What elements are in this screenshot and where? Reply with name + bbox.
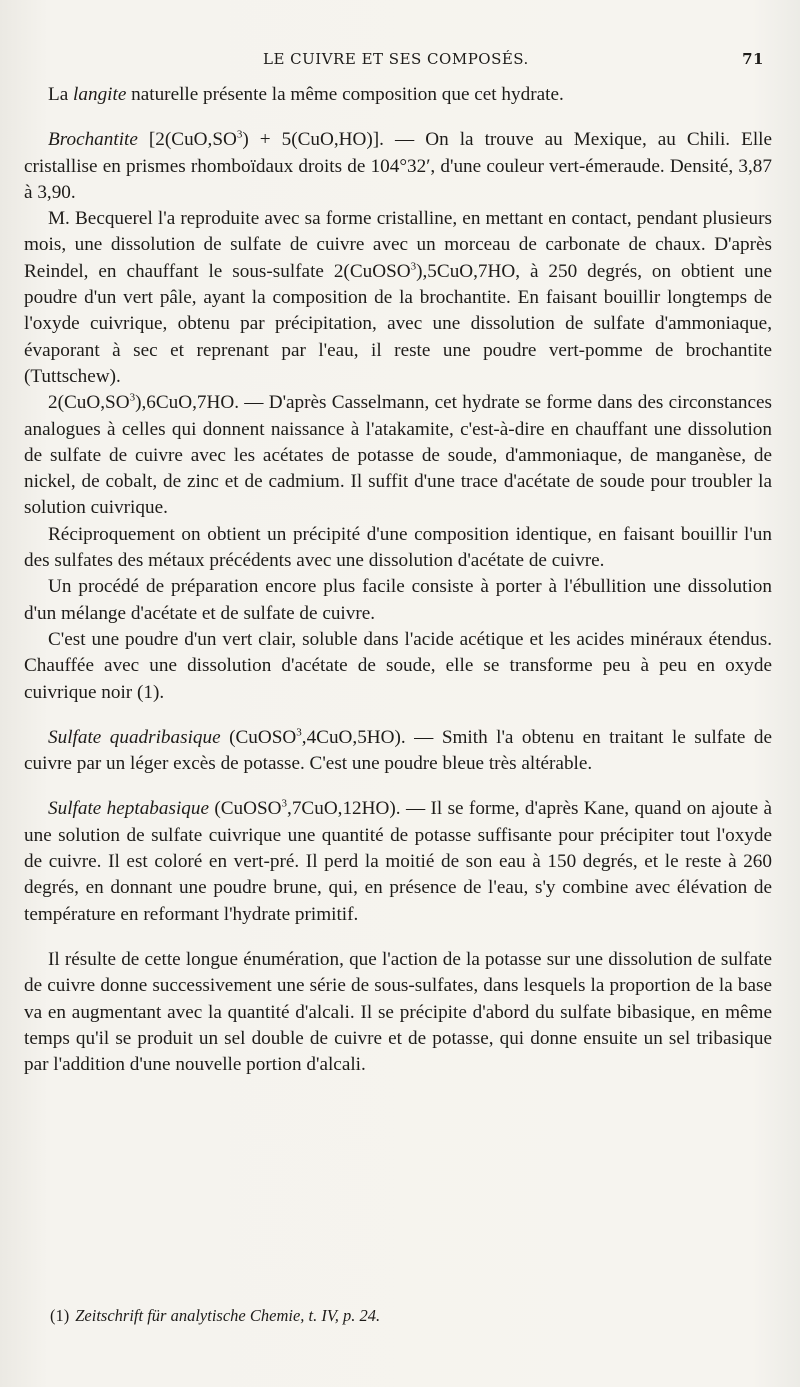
paragraph-brochantite [24,127,772,206]
running-title: LE CUIVRE ET SES COMPOSÉS. [263,50,529,68]
term-langite: langite [73,84,127,105]
term-heptabasique: Sulfate heptabasique [48,798,209,820]
paragraph-poudre-vert-clair: C'est une poudre d'un vert clair, soluble dans l'acide acétique et les acides minéraux étendus. Chauffée avec une dissolution d'acétate de soude, elle se transforme peu à peu en oxyde cuivrique noir (1). [24,628,772,703]
body-text [24,82,772,1078]
page-number: 71 [742,50,764,68]
heptabasique-text: — Il se forme, d'après Kane, quand on ajoute à une solution de sulfate cuivrique une quantité de potasse suffisante pour précipiter tout l'oxyde de cuivre. Il est coloré en vert-pré. Il perd la moitié de son eau à 150 degrés, et le reste à 260 degrés, en donnant une poudre brune, qui, en présence de l'eau, s'y combine avec élévation de température en reformant l'hydrate primitif. [24,798,773,925]
formula-brochantite: $[2(CuO,SO^3) + 5(CuO,HO)]$. [148,128,384,151]
paragraph-casselmann: $2(CuO,SO^3),6CuO,7HO$. — D'après Casselmann, cet hydrate se forme dans des circonstances analogues à celles qui donnent naissance à l'atakamite, c'est-à-dire en chauffant une dissolution de sulfate de cuivre avec les acétates de potasse de soude, d'ammoniaque, de manganèse, de nickel, de cobalt, de zinc et de cadmium. Il suffit d'une trace d'acétate de soude pour troubler la solution cuivrique. [24,391,772,519]
paragraph-langite [24,82,772,108]
paragraph-quadribasique [24,725,772,778]
paragraph-becquerel: M. Becquerel l'a reproduite avec sa forme cristalline, en mettant en contact, pendant plusieurs mois, une dissolution de sulfate de cuivre avec un morceau de carbonate de chaux. D'après Reindel, en chauffant le sous-sulfate 2(CuOSO$^3$),5CuO,7HO, à 250 degrés, on obtient une poudre d'un vert pâle, ayant la composition de la brochantite. En faisant bouillir longtemps de l'oxyde cuivrique, obtenu par précipitation, avec une dissolution de sulfate d'ammoniaque, évaporant à sec et reprenant par l'eau, il reste une poudre vert-pomme de brochantite (Tuttschew). [24,208,772,387]
footnote [50,1305,380,1327]
paragraph-procede: Un procédé de préparation encore plus facile consiste à porter à l'ébullition une dissolution d'un mélange d'acétate et de sulfate de cuivre. [24,576,772,624]
formula-heptabasique: (CuOSO$^3$,7CuO,12HO). [214,798,401,820]
running-head [0,50,800,72]
paragraph-conclusion: Il résulte de cette longue énumération, que l'action de la potasse sur une dissolution de sulfate de cuivre donne successivement une série de sous-sulfates, dans lesquels la proportion de la base va en augmentant avec la quantité d'alcali. Il se précipite d'abord du sulfate bibasique, en même temps qu'il se produit un sel double de cuivre et de potasse, qui donne ensuite un sel tribasique par l'addition d'une nouvelle portion d'alcali. [24,948,772,1076]
footnote-mark: (1) [50,1306,70,1325]
paragraph-langite-text: La langite naturelle présente la même composition que cet hydrate. [48,84,564,105]
term-brochantite: Brochantite [48,129,138,151]
quadribasique-text: — Smith l'a obtenu en traitant le sulfate de cuivre par un léger excès de potasse. C'est une poudre bleue très altérable. [24,726,773,775]
term-quadribasique: Sulfate quadribasique [48,726,221,748]
paragraph-heptabasique [24,796,772,927]
footnote-reference: Zeitschrift für analytische Chemie, t. IV, p. 24. [75,1306,381,1325]
formula-quadribasique: (CuOSO$^3$,4CuO,5HO). [229,726,406,748]
paragraph-reciproquement: Réciproquement on obtient un précipité d'une composition identique, en faisant bouillir l'un des sulfates des métaux précédents avec une dissolution d'acétate de cuivre. [24,523,772,572]
brochantite-text: — On la trouve au Mexique, au Chili. Elle cristallise en prismes rhomboïdaux droits de 104°32′, d'une couleur vert-émeraude. Densité, 3,87 à 3,90. [24,129,773,203]
